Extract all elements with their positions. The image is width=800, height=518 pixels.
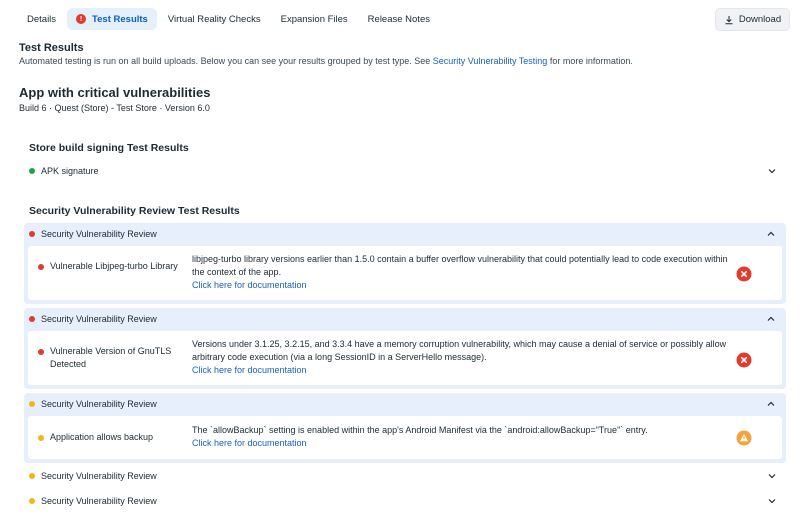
warning-status-dot (38, 435, 44, 441)
group-header-label: Security Vulnerability Review (41, 496, 157, 506)
documentation-link[interactable]: Click here for documentation (192, 438, 307, 448)
group-header[interactable] (24, 223, 786, 245)
error-icon (736, 352, 752, 368)
group-header-label: Security Vulnerability Review (41, 314, 157, 324)
security-group (24, 223, 786, 304)
error-status-dot (38, 349, 44, 355)
tab-bar (18, 8, 441, 30)
download-label: Download (738, 14, 782, 25)
chevron-down-icon[interactable] (767, 167, 777, 175)
success-status-dot (29, 168, 35, 174)
error-status-dot (29, 316, 35, 322)
security-testing-link[interactable]: Security Vulnerability Testing (432, 56, 548, 66)
group-header-label: Security Vulnerability Review (41, 229, 157, 239)
signing-section-title: Store build signing Test Results (29, 142, 189, 154)
warning-icon (736, 430, 752, 446)
tab-expansion-label: Expansion Files (280, 13, 348, 25)
result-description-text: libjpeg-turbo library versions earlier than 1.5.0 contain a buffer overflow vulnerability that could potentially lead to code execution within the context of the app. (192, 254, 728, 277)
result-name (38, 345, 178, 371)
description-end: for more information. (547, 56, 633, 66)
test-results-description (19, 56, 633, 66)
result-description (192, 338, 732, 377)
result-description (192, 424, 732, 450)
result-name (38, 431, 178, 444)
tab-virtual-reality-checks[interactable] (159, 8, 270, 30)
security-group (24, 308, 786, 389)
tab-test-results[interactable] (67, 8, 157, 30)
error-status-dot (29, 231, 35, 237)
result-description-text: Versions under 3.1.25, 3.2.15, and 3.3.4 have a memory corruption vulnerability, which may cause a denial of service or possibly allow arbitrary code execution (via a long SessionID in a ServerHello message). (192, 339, 727, 362)
group-header[interactable] (24, 308, 786, 330)
security-section-title: Security Vulnerability Review Test Results (29, 205, 240, 217)
chevron-down-icon[interactable] (767, 472, 777, 480)
group-header[interactable] (24, 393, 786, 415)
tab-test-results-label: Test Results (92, 13, 148, 25)
chevron-up-icon[interactable] (766, 400, 776, 408)
result-card (28, 416, 782, 459)
documentation-link[interactable]: Click here for documentation (192, 365, 307, 375)
description-text: Automated testing is run on all build uploads. Below you can see your results grouped by test type. See (19, 56, 433, 66)
test-results-heading: Test Results (19, 42, 84, 54)
signing-row[interactable] (29, 160, 785, 182)
security-group-collapsed[interactable] (29, 490, 785, 512)
result-description-text: The `allowBackup` setting is enabled within the app's Android Manifest via the `android:allowBackup="True"` entry. (192, 425, 648, 435)
warning-status-dot (29, 473, 35, 479)
chevron-up-icon[interactable] (766, 315, 776, 323)
tab-expansion-files[interactable] (272, 8, 357, 30)
app-subtitle: Build 6 · Quest (Store) - Test Store · Version 6.0 (19, 103, 210, 113)
result-name-text: Application allows backup (50, 432, 154, 442)
tab-details-label: Details (27, 13, 57, 25)
tab-details[interactable] (18, 8, 65, 30)
result-card (28, 246, 782, 300)
download-icon (724, 15, 734, 25)
chevron-up-icon[interactable] (766, 230, 776, 238)
signing-item-label: APK signature (41, 166, 99, 176)
documentation-link[interactable]: Click here for documentation (192, 280, 307, 290)
tab-vr-label: Virtual Reality Checks (167, 13, 261, 25)
security-group (24, 393, 786, 463)
warning-status-dot (29, 401, 35, 407)
tab-release-label: Release Notes (367, 13, 430, 25)
result-name-text: Vulnerable Libjpeg-turbo Library (50, 261, 178, 271)
result-card (28, 331, 782, 385)
result-name (38, 260, 178, 273)
error-icon (736, 266, 752, 282)
group-header-label: Security Vulnerability Review (41, 399, 157, 409)
warning-status-dot (29, 498, 35, 504)
group-header-label: Security Vulnerability Review (41, 471, 157, 481)
result-name-text: Vulnerable Version of GnuTLS Detected (50, 346, 172, 369)
download-button[interactable] (715, 8, 790, 31)
error-status-dot (38, 264, 44, 270)
result-description (192, 253, 732, 292)
chevron-down-icon[interactable] (767, 497, 777, 505)
app-title: App with critical vulnerabilities (19, 85, 211, 100)
alert-icon: ! (76, 14, 86, 24)
tab-release-notes[interactable] (359, 8, 439, 30)
security-group-collapsed[interactable] (29, 465, 785, 487)
